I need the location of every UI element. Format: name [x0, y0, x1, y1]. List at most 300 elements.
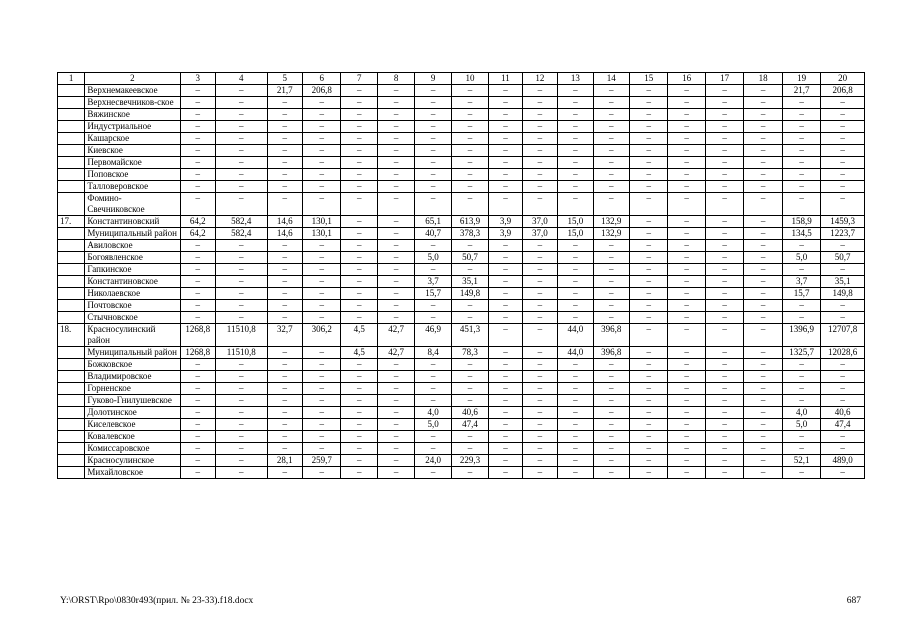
table-row: [58, 264, 865, 276]
value-cell: –: [744, 395, 782, 407]
value-cell: –: [705, 347, 743, 359]
value-cell: –: [744, 216, 782, 228]
table-row: [58, 288, 865, 300]
value-cell: –: [705, 300, 743, 312]
value-cell: –: [180, 133, 215, 145]
value-cell: –: [489, 169, 522, 181]
value-cell: –: [267, 145, 302, 157]
value-cell: –: [558, 288, 593, 300]
value-cell: –: [782, 312, 820, 324]
value-cell: –: [593, 419, 629, 431]
value-cell: –: [668, 419, 705, 431]
value-cell: 14,6: [267, 228, 302, 240]
value-cell: –: [489, 431, 522, 443]
value-cell: –: [377, 288, 414, 300]
value-cell: –: [744, 109, 782, 121]
row-number-cell: [58, 252, 85, 264]
value-cell: –: [489, 455, 522, 467]
value-cell: –: [668, 324, 705, 347]
value-cell: 158,9: [782, 216, 820, 228]
value-cell: –: [215, 276, 267, 288]
value-cell: –: [377, 300, 414, 312]
value-cell: –: [451, 395, 488, 407]
value-cell: –: [522, 97, 557, 109]
value-cell: –: [705, 193, 743, 216]
value-cell: –: [267, 395, 302, 407]
value-cell: –: [522, 431, 557, 443]
value-cell: –: [558, 157, 593, 169]
value-cell: –: [593, 467, 629, 479]
column-number-cell: 12: [522, 73, 557, 85]
value-cell: –: [267, 407, 302, 419]
value-cell: –: [782, 133, 820, 145]
value-cell: –: [377, 443, 414, 455]
value-cell: –: [593, 169, 629, 181]
value-cell: –: [180, 300, 215, 312]
value-cell: –: [377, 312, 414, 324]
value-cell: –: [629, 300, 667, 312]
value-cell: –: [489, 133, 522, 145]
value-cell: –: [489, 157, 522, 169]
value-cell: 37,0: [522, 216, 557, 228]
value-cell: –: [377, 169, 414, 181]
value-cell: –: [593, 431, 629, 443]
value-cell: –: [668, 371, 705, 383]
value-cell: –: [415, 371, 451, 383]
table-body: [58, 73, 865, 479]
value-cell: –: [215, 181, 267, 193]
value-cell: –: [821, 240, 865, 252]
value-cell: –: [744, 383, 782, 395]
value-cell: –: [341, 216, 377, 228]
table-row: [58, 85, 865, 97]
row-number-cell: [58, 121, 85, 133]
value-cell: –: [558, 395, 593, 407]
value-cell: –: [415, 359, 451, 371]
value-cell: –: [668, 467, 705, 479]
value-cell: –: [451, 193, 488, 216]
value-cell: –: [215, 288, 267, 300]
settlement-name-cell: Гуково-Гнилушевское: [85, 395, 180, 407]
value-cell: –: [415, 109, 451, 121]
value-cell: 28,1: [267, 455, 302, 467]
value-cell: –: [558, 109, 593, 121]
value-cell: 8,4: [415, 347, 451, 359]
value-cell: –: [522, 455, 557, 467]
value-cell: –: [215, 169, 267, 181]
settlement-name-cell: Константиновское: [85, 276, 180, 288]
value-cell: –: [558, 181, 593, 193]
value-cell: –: [629, 467, 667, 479]
value-cell: –: [303, 157, 341, 169]
value-cell: –: [267, 276, 302, 288]
column-number-cell: 19: [782, 73, 820, 85]
value-cell: –: [522, 85, 557, 97]
value-cell: –: [668, 181, 705, 193]
value-cell: –: [215, 467, 267, 479]
value-cell: –: [821, 121, 865, 133]
value-cell: –: [629, 347, 667, 359]
value-cell: –: [377, 383, 414, 395]
value-cell: –: [489, 264, 522, 276]
value-cell: –: [215, 264, 267, 276]
value-cell: –: [522, 407, 557, 419]
row-number-cell: [58, 395, 85, 407]
column-number-cell: 6: [303, 73, 341, 85]
value-cell: –: [821, 109, 865, 121]
column-number-cell: 7: [341, 73, 377, 85]
value-cell: –: [267, 419, 302, 431]
value-cell: 613,9: [451, 216, 488, 228]
value-cell: –: [377, 181, 414, 193]
value-cell: –: [341, 145, 377, 157]
value-cell: –: [267, 312, 302, 324]
value-cell: –: [593, 312, 629, 324]
value-cell: –: [629, 359, 667, 371]
value-cell: –: [629, 371, 667, 383]
value-cell: –: [415, 157, 451, 169]
table-row: [58, 407, 865, 419]
column-number-cell: 10: [451, 73, 488, 85]
settlement-name-cell: Комиссаровское: [85, 443, 180, 455]
settlement-name-cell: Почтовское: [85, 300, 180, 312]
value-cell: 1268,8: [180, 347, 215, 359]
value-cell: –: [341, 85, 377, 97]
value-cell: –: [629, 276, 667, 288]
value-cell: –: [180, 419, 215, 431]
row-number-cell: [58, 359, 85, 371]
table-row: [58, 252, 865, 264]
value-cell: –: [215, 121, 267, 133]
value-cell: 130,1: [303, 216, 341, 228]
value-cell: –: [377, 407, 414, 419]
value-cell: –: [705, 145, 743, 157]
value-cell: –: [303, 276, 341, 288]
row-number-cell: [58, 347, 85, 359]
table-row: [58, 240, 865, 252]
value-cell: –: [215, 240, 267, 252]
value-cell: –: [341, 371, 377, 383]
value-cell: –: [303, 288, 341, 300]
value-cell: –: [489, 97, 522, 109]
value-cell: –: [668, 347, 705, 359]
row-number-cell: [58, 407, 85, 419]
value-cell: –: [451, 240, 488, 252]
value-cell: 40,6: [821, 407, 865, 419]
value-cell: –: [180, 407, 215, 419]
row-number-cell: 18.: [58, 324, 85, 347]
settlement-name-cell: Киселевское: [85, 419, 180, 431]
value-cell: –: [451, 121, 488, 133]
value-cell: –: [215, 193, 267, 216]
row-number-cell: 17.: [58, 216, 85, 228]
value-cell: 42,7: [377, 347, 414, 359]
value-cell: –: [489, 383, 522, 395]
value-cell: –: [215, 145, 267, 157]
value-cell: –: [415, 121, 451, 133]
settlement-name-cell: Фомино-Свечниковское: [85, 193, 180, 216]
value-cell: 35,1: [821, 276, 865, 288]
value-cell: –: [180, 252, 215, 264]
value-cell: 396,8: [593, 347, 629, 359]
value-cell: –: [705, 97, 743, 109]
value-cell: –: [267, 193, 302, 216]
value-cell: 14,6: [267, 216, 302, 228]
row-number-cell: [58, 467, 85, 479]
value-cell: –: [705, 407, 743, 419]
value-cell: –: [668, 455, 705, 467]
value-cell: –: [782, 359, 820, 371]
value-cell: –: [668, 431, 705, 443]
value-cell: –: [629, 228, 667, 240]
value-cell: –: [451, 181, 488, 193]
value-cell: –: [668, 133, 705, 145]
value-cell: –: [821, 97, 865, 109]
value-cell: –: [593, 288, 629, 300]
value-cell: –: [629, 133, 667, 145]
value-cell: –: [377, 467, 414, 479]
value-cell: –: [267, 431, 302, 443]
settlement-name-cell: Талловеровское: [85, 181, 180, 193]
value-cell: –: [451, 359, 488, 371]
settlement-name-cell: Верхнемакеевское: [85, 85, 180, 97]
value-cell: –: [415, 395, 451, 407]
value-cell: 78,3: [451, 347, 488, 359]
value-cell: –: [180, 121, 215, 133]
value-cell: –: [782, 264, 820, 276]
value-cell: –: [782, 169, 820, 181]
value-cell: –: [629, 264, 667, 276]
value-cell: –: [180, 359, 215, 371]
value-cell: –: [668, 109, 705, 121]
value-cell: –: [341, 181, 377, 193]
value-cell: –: [744, 169, 782, 181]
value-cell: –: [303, 252, 341, 264]
value-cell: –: [668, 359, 705, 371]
value-cell: –: [705, 467, 743, 479]
row-number-cell: [58, 455, 85, 467]
value-cell: –: [705, 240, 743, 252]
value-cell: –: [489, 395, 522, 407]
value-cell: –: [744, 252, 782, 264]
column-number-cell: 13: [558, 73, 593, 85]
row-number-cell: [58, 157, 85, 169]
value-cell: 52,1: [782, 455, 820, 467]
row-number-cell: [58, 371, 85, 383]
settlement-name-cell: Горненское: [85, 383, 180, 395]
value-cell: –: [341, 276, 377, 288]
value-cell: –: [744, 288, 782, 300]
value-cell: –: [782, 383, 820, 395]
value-cell: –: [593, 193, 629, 216]
value-cell: –: [558, 407, 593, 419]
value-cell: 5,0: [782, 419, 820, 431]
value-cell: –: [705, 252, 743, 264]
settlement-name-cell: Первомайское: [85, 157, 180, 169]
value-cell: –: [451, 371, 488, 383]
value-cell: –: [215, 133, 267, 145]
column-number-cell: 14: [593, 73, 629, 85]
table-row: [58, 276, 865, 288]
value-cell: 4,5: [341, 347, 377, 359]
value-cell: 15,7: [415, 288, 451, 300]
value-cell: 4,0: [782, 407, 820, 419]
column-number-cell: 11: [489, 73, 522, 85]
value-cell: –: [267, 467, 302, 479]
value-cell: –: [180, 455, 215, 467]
row-number-cell: [58, 109, 85, 121]
value-cell: –: [180, 276, 215, 288]
value-cell: –: [668, 145, 705, 157]
value-cell: –: [215, 312, 267, 324]
value-cell: –: [744, 347, 782, 359]
value-cell: –: [489, 85, 522, 97]
value-cell: –: [782, 371, 820, 383]
value-cell: –: [522, 264, 557, 276]
value-cell: –: [377, 264, 414, 276]
value-cell: –: [522, 324, 557, 347]
value-cell: –: [821, 371, 865, 383]
value-cell: –: [782, 97, 820, 109]
value-cell: –: [267, 133, 302, 145]
value-cell: –: [629, 97, 667, 109]
value-cell: –: [558, 467, 593, 479]
value-cell: –: [180, 395, 215, 407]
value-cell: 46,9: [415, 324, 451, 347]
value-cell: –: [489, 467, 522, 479]
value-cell: –: [377, 431, 414, 443]
value-cell: –: [303, 419, 341, 431]
value-cell: –: [215, 300, 267, 312]
column-number-cell: 9: [415, 73, 451, 85]
value-cell: 32,7: [267, 324, 302, 347]
value-cell: –: [341, 228, 377, 240]
table-row: [58, 312, 865, 324]
value-cell: –: [341, 359, 377, 371]
value-cell: –: [303, 264, 341, 276]
value-cell: –: [341, 383, 377, 395]
value-cell: –: [629, 85, 667, 97]
value-cell: –: [593, 97, 629, 109]
value-cell: –: [215, 455, 267, 467]
row-number-cell: [58, 443, 85, 455]
value-cell: –: [705, 169, 743, 181]
value-cell: –: [821, 467, 865, 479]
value-cell: –: [522, 145, 557, 157]
value-cell: –: [593, 240, 629, 252]
value-cell: –: [705, 395, 743, 407]
value-cell: –: [415, 169, 451, 181]
value-cell: –: [489, 371, 522, 383]
value-cell: –: [267, 240, 302, 252]
value-cell: –: [821, 157, 865, 169]
value-cell: –: [629, 324, 667, 347]
value-cell: –: [558, 85, 593, 97]
value-cell: 489,0: [821, 455, 865, 467]
value-cell: –: [267, 252, 302, 264]
value-cell: –: [303, 312, 341, 324]
value-cell: –: [341, 467, 377, 479]
value-cell: –: [377, 228, 414, 240]
value-cell: –: [522, 443, 557, 455]
table-row: [58, 133, 865, 145]
value-cell: –: [668, 240, 705, 252]
value-cell: –: [215, 395, 267, 407]
value-cell: –: [629, 193, 667, 216]
value-cell: 132,9: [593, 228, 629, 240]
value-cell: 24,0: [415, 455, 451, 467]
value-cell: –: [668, 252, 705, 264]
value-cell: –: [522, 383, 557, 395]
value-cell: 1223,7: [821, 228, 865, 240]
row-number-cell: [58, 193, 85, 216]
value-cell: 378,3: [451, 228, 488, 240]
value-cell: –: [629, 312, 667, 324]
value-cell: –: [180, 288, 215, 300]
value-cell: –: [215, 431, 267, 443]
value-cell: –: [744, 193, 782, 216]
value-cell: –: [782, 145, 820, 157]
value-cell: –: [267, 383, 302, 395]
value-cell: –: [180, 85, 215, 97]
value-cell: –: [705, 276, 743, 288]
value-cell: –: [180, 169, 215, 181]
value-cell: 12028,6: [821, 347, 865, 359]
value-cell: –: [782, 157, 820, 169]
value-cell: –: [341, 443, 377, 455]
value-cell: –: [744, 407, 782, 419]
value-cell: –: [705, 419, 743, 431]
value-cell: –: [668, 383, 705, 395]
value-cell: 50,7: [821, 252, 865, 264]
value-cell: –: [451, 443, 488, 455]
value-cell: –: [705, 133, 743, 145]
table-row: [58, 97, 865, 109]
table-row: [58, 455, 865, 467]
value-cell: –: [821, 395, 865, 407]
value-cell: –: [215, 443, 267, 455]
value-cell: –: [451, 312, 488, 324]
value-cell: 259,7: [303, 455, 341, 467]
value-cell: –: [489, 145, 522, 157]
column-number-cell: 8: [377, 73, 414, 85]
value-cell: –: [341, 264, 377, 276]
table-row: [58, 467, 865, 479]
value-cell: –: [489, 359, 522, 371]
value-cell: –: [782, 467, 820, 479]
value-cell: –: [341, 431, 377, 443]
value-cell: –: [705, 216, 743, 228]
value-cell: –: [303, 240, 341, 252]
value-cell: –: [267, 121, 302, 133]
value-cell: –: [705, 455, 743, 467]
value-cell: –: [593, 443, 629, 455]
column-number-cell: 20: [821, 73, 865, 85]
row-number-cell: [58, 169, 85, 181]
value-cell: –: [341, 240, 377, 252]
value-cell: –: [744, 121, 782, 133]
value-cell: –: [377, 455, 414, 467]
value-cell: –: [744, 97, 782, 109]
settlement-name-cell: Индустриальное: [85, 121, 180, 133]
value-cell: –: [377, 109, 414, 121]
row-number-cell: [58, 228, 85, 240]
value-cell: –: [180, 97, 215, 109]
value-cell: 5,0: [415, 419, 451, 431]
value-cell: 35,1: [451, 276, 488, 288]
value-cell: –: [522, 133, 557, 145]
settlement-name-cell: Поповское: [85, 169, 180, 181]
